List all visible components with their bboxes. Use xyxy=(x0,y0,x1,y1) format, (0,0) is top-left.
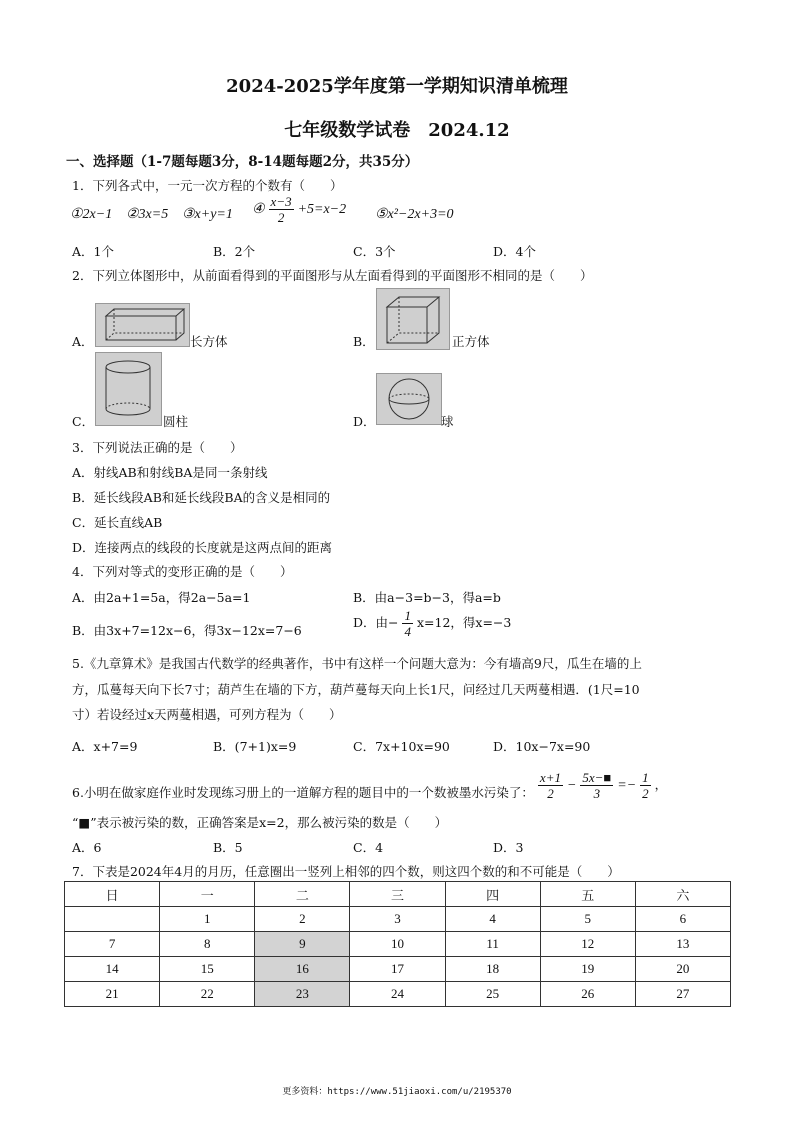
q5-option-b: B．(7+1)x=9 xyxy=(213,739,297,754)
q6-f3-numerator: 1 xyxy=(642,770,649,785)
q5-option-c: C．7x+10x=90 xyxy=(353,739,450,754)
document-subtitle: 七年级数学试卷 2024.12 xyxy=(284,120,510,141)
calendar-cell: 11 xyxy=(445,932,540,957)
document-title: 2024-2025学年度第一学期知识清单梳理 xyxy=(226,76,568,97)
q6-f2-denominator: 3 xyxy=(593,786,601,801)
calendar-cell: 13 xyxy=(635,932,730,957)
calendar-cell: 7 xyxy=(65,932,160,957)
q6-text: 6.小明在做家庭作业时发现练习册上的一道解方程的题目中的一个数被墨水污染了： xyxy=(72,785,534,800)
calendar-cell: 25 xyxy=(445,982,540,1007)
calendar-cell: 17 xyxy=(350,957,445,982)
q1-option-c: C．3个 xyxy=(353,244,396,259)
q4-d-prefix: D．由− xyxy=(353,615,399,630)
q3-option-d: D．连接两点的线段的长度就是这两点间的距离 xyxy=(72,540,333,555)
q6-fraction-2 xyxy=(580,770,613,801)
q6-f3-denominator: 2 xyxy=(642,786,649,801)
q6-f2-numerator: 5x−■ xyxy=(582,770,612,785)
calendar-row xyxy=(65,982,731,1007)
calendar-table xyxy=(64,881,731,1007)
calendar-header: 六 xyxy=(635,882,730,907)
sphere-figure xyxy=(376,373,442,425)
calendar-cell: 4 xyxy=(445,907,540,932)
q1-eq4-denominator: 2 xyxy=(277,210,285,225)
question-6-line-1 xyxy=(72,770,667,801)
calendar-cell: 22 xyxy=(160,982,255,1007)
calendar-cell: 27 xyxy=(635,982,730,1007)
q4-d-fraction xyxy=(402,608,413,639)
calendar-row xyxy=(65,932,731,957)
cuboid-icon xyxy=(96,304,189,346)
question-5-line-3: 寸）若设经过x天两蔓相遇，可列方程为（ ） xyxy=(72,707,342,722)
q4-d-numerator: 1 xyxy=(404,608,411,623)
question-5-line-1: 5.《九章算术》是我国古代数学的经典著作，书中有这样一个问题大意为：今有墙高9尺，瓜生在墙的上 xyxy=(72,656,642,671)
question-4-stem: 4．下列对等式的变形正确的是（ ） xyxy=(72,564,293,579)
calendar-cell-highlighted: 16 xyxy=(255,957,350,982)
calendar-header: 一 xyxy=(160,882,255,907)
q6-minus: − xyxy=(566,778,577,793)
q1-eq4-prefix: ④ xyxy=(252,202,265,217)
calendar-cell: 5 xyxy=(540,907,635,932)
cylinder-icon xyxy=(96,353,161,425)
q2-option-c-letter: C． xyxy=(72,414,95,429)
section-header: 一、选择题（1-7题每题3分，8-14题每题2分，共35分） xyxy=(66,154,419,170)
calendar-header: 日 xyxy=(65,882,160,907)
q1-option-a: A．1个 xyxy=(72,244,114,259)
calendar-cell: 24 xyxy=(350,982,445,1007)
q1-equation-4 xyxy=(252,194,346,225)
q2-option-b-label: 正方体 xyxy=(452,334,490,349)
q6-f1-denominator: 2 xyxy=(547,786,554,801)
q1-equation-1: ①2x−1 xyxy=(70,207,113,222)
calendar-cell xyxy=(65,907,160,932)
calendar-cell: 18 xyxy=(445,957,540,982)
q2-option-b-letter: B． xyxy=(353,334,375,349)
q2-option-a-label: 长方体 xyxy=(190,334,228,349)
calendar-header: 二 xyxy=(255,882,350,907)
calendar-header: 四 xyxy=(445,882,540,907)
question-7-stem: 7．下表是2024年4月的月历，任意圈出一竖列上相邻的四个数，则这四个数的和不可能是（ ） xyxy=(72,864,620,879)
q4-option-a: A．由2a+1=5a，得2a−5a=1 xyxy=(72,590,251,605)
question-5-line-2: 方，瓜蔓每天向下长7寸；葫芦生在墙的下方，葫芦蔓每天向上长1尺，问经过几天两蔓相遇．(1尺=10 xyxy=(72,682,640,697)
q6-option-d: D．3 xyxy=(493,840,524,855)
q4-option-b: B．由a−3=b−3，得a=b xyxy=(353,590,501,605)
calendar-row xyxy=(65,907,731,932)
calendar-cell: 6 xyxy=(635,907,730,932)
q3-option-a: A．射线AB和射线BA是同一条射线 xyxy=(72,465,268,480)
q2-option-c-label: 圆柱 xyxy=(163,414,189,429)
cube-icon xyxy=(377,289,449,349)
q6-equals: =− xyxy=(617,778,637,793)
footer-link[interactable]: 更多资料：https://www.51jiaoxi.com/u/2195370 xyxy=(282,1087,512,1097)
q5-option-d: D．10x−7x=90 xyxy=(493,739,591,754)
q6-fraction-3 xyxy=(640,770,651,801)
q4-option-c: B．由3x+7=12x−6，得3x−12x=7−6 xyxy=(72,623,302,638)
calendar-cell: 12 xyxy=(540,932,635,957)
cuboid-figure xyxy=(95,303,190,347)
q1-eq4-suffix: +5=x−2 xyxy=(297,202,347,217)
q4-option-d xyxy=(353,608,511,639)
q1-eq4-fraction xyxy=(269,194,294,225)
calendar-row xyxy=(65,957,731,982)
q3-option-c: C．延长直线AB xyxy=(72,515,163,530)
calendar-cell: 2 xyxy=(255,907,350,932)
q6-comma: ， xyxy=(654,777,668,792)
calendar-cell-highlighted: 23 xyxy=(255,982,350,1007)
question-3-stem: 3．下列说法正确的是（ ） xyxy=(72,440,243,455)
cube-figure xyxy=(376,288,450,350)
q2-option-a-letter: A． xyxy=(72,334,94,349)
calendar-cell-highlighted: 9 xyxy=(255,932,350,957)
question-1-stem: 1．下列各式中，一元一次方程的个数有（ ） xyxy=(72,178,343,193)
q4-d-suffix: x=12，得x=−3 xyxy=(416,615,512,630)
calendar-cell: 20 xyxy=(635,957,730,982)
calendar-header: 五 xyxy=(540,882,635,907)
q6-option-b: B．5 xyxy=(213,840,243,855)
calendar-cell: 21 xyxy=(65,982,160,1007)
q1-option-b: B．2个 xyxy=(213,244,256,259)
sphere-icon xyxy=(377,374,441,424)
q6-option-a: A．6 xyxy=(72,840,102,855)
calendar-cell: 19 xyxy=(540,957,635,982)
q1-equation-5: ⑤x²−2x+3=0 xyxy=(375,207,454,222)
q6-fraction-1 xyxy=(538,770,563,801)
calendar-cell: 15 xyxy=(160,957,255,982)
calendar-cell: 3 xyxy=(350,907,445,932)
q3-option-b: B．延长线段AB和延长线段BA的含义是相同的 xyxy=(72,490,331,505)
calendar-header-row xyxy=(65,882,731,907)
cylinder-figure xyxy=(95,352,162,426)
q1-equation-3: ③x+y=1 xyxy=(182,207,233,222)
q6-f1-numerator: x+1 xyxy=(539,770,561,785)
q1-equation-2: ②3x=5 xyxy=(126,207,169,222)
q4-d-denominator: 4 xyxy=(404,624,411,639)
question-6-line-2: “■”表示被污染的数，正确答案是x=2，那么被污染的数是（ ） xyxy=(72,815,448,830)
calendar-cell: 14 xyxy=(65,957,160,982)
calendar-cell: 26 xyxy=(540,982,635,1007)
q2-option-d-letter: D． xyxy=(353,414,376,429)
calendar-header: 三 xyxy=(350,882,445,907)
question-2-stem: 2．下列立体图形中，从前面看得到的平面图形与从左面看得到的平面图形不相同的是（ ） xyxy=(72,268,593,283)
q6-option-c: C．4 xyxy=(353,840,384,855)
calendar-cell: 10 xyxy=(350,932,445,957)
q1-eq4-numerator: x−3 xyxy=(270,194,292,209)
q2-option-d-label: 球 xyxy=(441,414,454,429)
calendar-cell: 8 xyxy=(160,932,255,957)
q5-option-a: A．x+7=9 xyxy=(72,739,138,754)
calendar-cell: 1 xyxy=(160,907,255,932)
q1-option-d: D．4个 xyxy=(493,244,536,259)
